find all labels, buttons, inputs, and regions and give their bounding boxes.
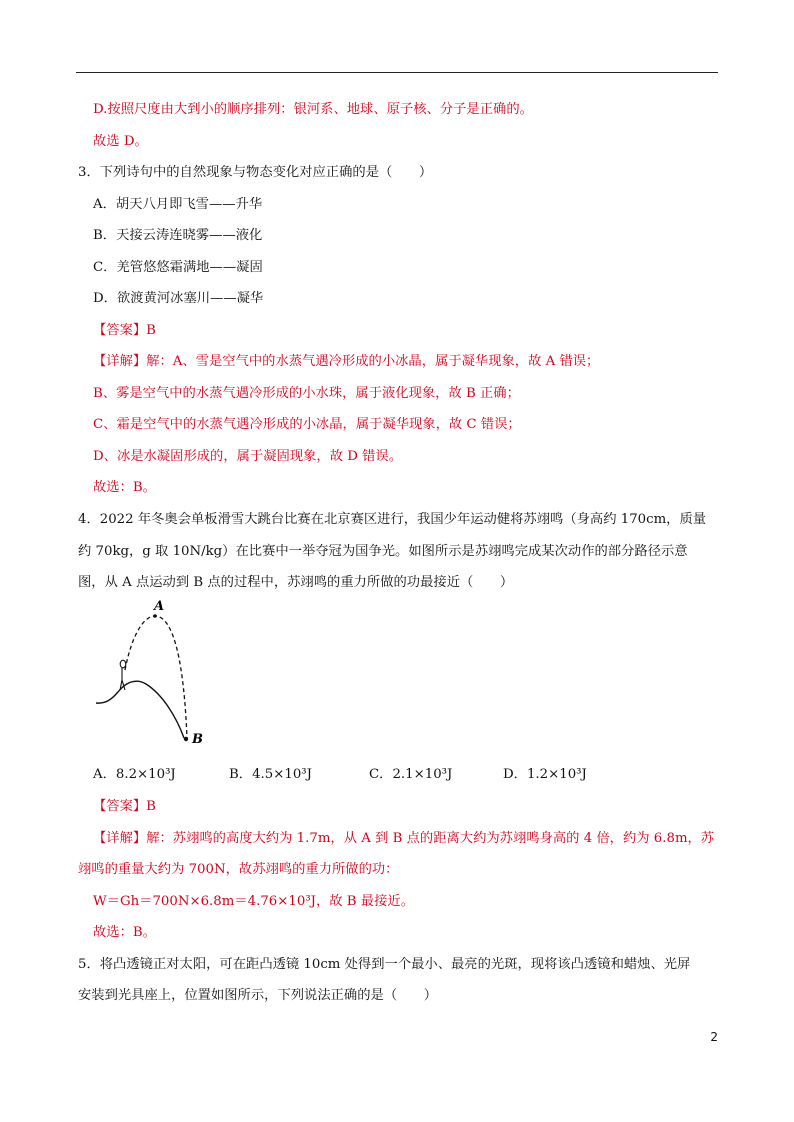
q3-choice: 故选：B。 [93,480,156,495]
q4-path-figure [92,594,212,752]
q4-option-c: C．2.1×10³J [369,767,453,782]
header-rule [76,72,718,73]
q4-formula: W＝Gh＝700N×6.8m＝4.76×10³J，故 B 最接近。 [93,894,414,909]
q4-answer: 【答案】B [93,799,156,814]
figure-label-a: A [154,599,165,614]
q4-stem-line-3: 图，从 A 点运动到 B 点的过程中，苏翊鸣的重力所做的功最接近（ ） [78,575,514,590]
q2-option-d-explanation: D.按照尺度由大到小的顺序排列：银河系、地球、原子核、分子是正确的。 [93,102,533,117]
q3-answer: 【答案】B [93,323,156,338]
point-b [184,737,188,741]
q3-explain-tag: 【详解】 [93,354,147,369]
q3-option-c: C．羌管悠悠霜满地——凝固 [93,260,263,275]
q3-option-d: D．欲渡黄河冰塞川——凝华 [93,291,264,306]
q3-explain-line-2: B、雾是空气中的水蒸气遇冷形成的小水珠，属于液化现象，故 B 正确； [93,386,520,401]
figure-label-b: B [192,732,203,747]
q4-stem-line-1: 4．2022 年冬奥会单板滑雪大跳台比赛在北京赛区进行，我国少年运动健将苏翊鸣（身高约 170cm，质量 [78,512,707,527]
page-number: 2 [710,1030,718,1044]
q5-stem-line-2: 安装到光具座上，位置如图所示，下列说法正确的是（ ） [78,988,438,1003]
q4-explain-line-2: 翊鸣的重量大约为 700N，故苏翊鸣的重力所做的功： [78,862,399,877]
q5-stem-line-1: 5．将凸透镜正对太阳，可在距凸透镜 10cm 处得到一个最小、最亮的光斑，现将该凸透镜和蜡烛、光屏 [78,957,691,972]
q4-option-a: A．8.2×10³J [93,767,176,782]
q3-stem: 3．下列诗句中的自然现象与物态变化对应正确的是（ ） [78,165,433,180]
jump-trajectory [125,616,187,738]
q3-explain-line-3: C、霜是空气中的水蒸气遇冷形成的小冰晶，属于凝华现象，故 C 错误； [93,417,521,432]
q3-option-a: A．胡天八月即飞雪——升华 [93,197,263,212]
athlete-head [120,660,126,668]
ramp-slope [96,681,184,738]
q4-choice: 故选：B。 [93,925,156,940]
q4-explain-line-1: 【详解】解：苏翊鸣的高度大约为 1.7m，从 A 到 B 点的距离大约为苏翊鸣身高的 4 倍，约为 6.8m，苏 [93,831,715,846]
q2-choice: 故选 D。 [93,134,148,149]
q3-explain-line-1: 【详解】解：A、雪是空气中的水蒸气遇冷形成的小冰晶，属于凝华现象，故 A 错误； [93,354,600,369]
q4-stem-line-2: 约 70kg，g 取 10N/kg）在比赛中一举夺冠为国争光。如图所示是苏翊鸣完成某次动作的部分路径示意 [78,544,688,559]
q3-explain-line-4: D、冰是水凝固形成的，属于凝固现象，故 D 错误。 [93,449,403,464]
q4-option-d: D．1.2×10³J [503,767,587,782]
q4-option-b: B．4.5×10³J [229,767,312,782]
q4-explain-tag: 【详解】 [93,831,147,846]
q3-option-b: B．天接云涛连晓雾——液化 [93,228,263,243]
